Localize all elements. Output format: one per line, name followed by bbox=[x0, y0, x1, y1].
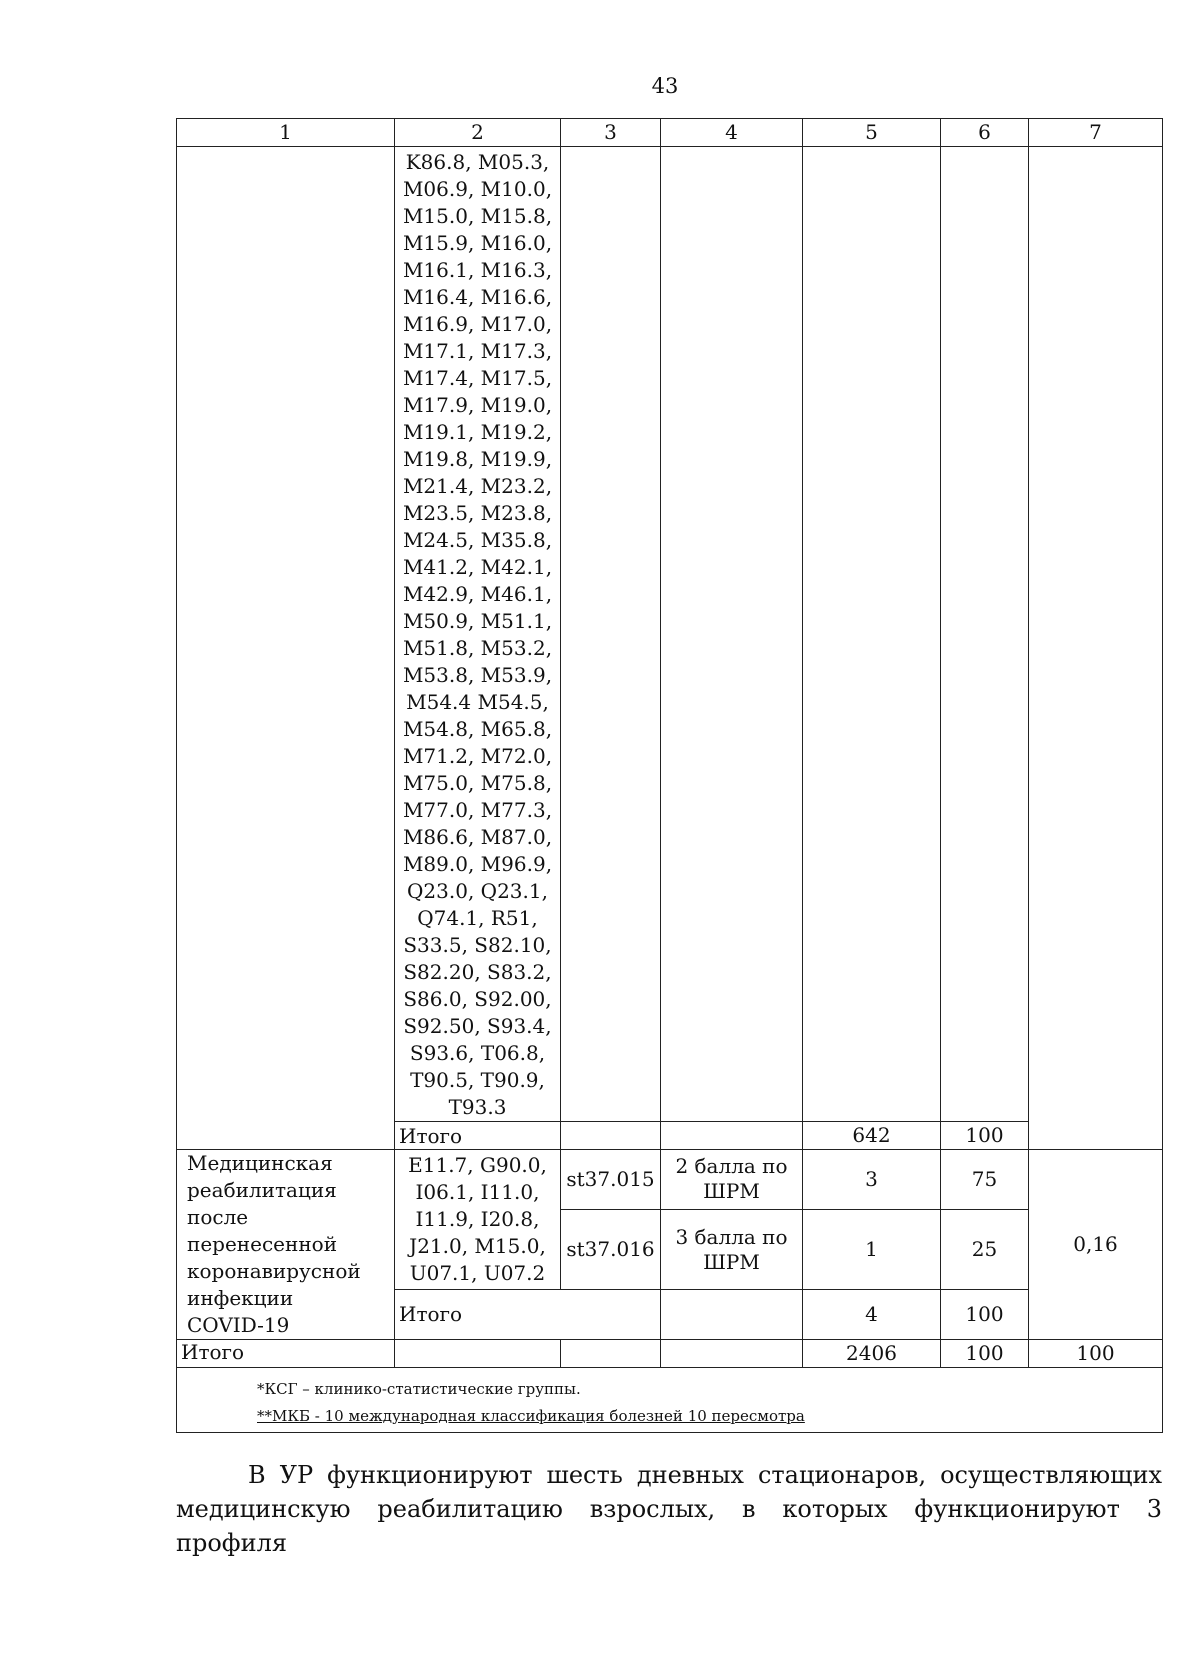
footnote-ksg: *КСГ – клинико-статистические группы. bbox=[257, 1380, 581, 1398]
footnote-mkb: **МКБ - 10 международная классификация болезней 10 пересмотра bbox=[257, 1407, 805, 1425]
share-cell: 0,16 bbox=[1029, 1150, 1163, 1340]
grand-total-percent: 100 bbox=[941, 1340, 1029, 1368]
header-cell-7: 7 bbox=[1029, 119, 1163, 147]
subtotal-ksg-empty bbox=[561, 1122, 661, 1150]
count-cell: 1 bbox=[803, 1209, 941, 1289]
header-row bbox=[177, 119, 1163, 147]
header-cell-5: 5 bbox=[803, 119, 941, 147]
statistics-table-container bbox=[176, 118, 1162, 1433]
grand-total-codes-empty bbox=[395, 1340, 561, 1368]
table-row bbox=[177, 147, 1163, 1122]
subtotal-count: 4 bbox=[803, 1290, 941, 1340]
diagnosis-codes-cell: K86.8, M05.3, M06.9, M10.0, M15.0, M15.8, M15.9, M16.0, M16.1, M16.3, M16.4, M16.6, M16.9, M17.0, M17.1, M17.3, M17.4, M17.5, M17.9, M19.0, M19.1, M19.2, M19.8, M19.9, M21.4, M23.2, M23.5, M23.8, M24.5, M35.8, M41.2, M42.1, M42.9, M46.1, M50.9, M51.1, M51.8, M53.2, M53.8, M53.9, M54.4 M54.5, M54.8, M65.8, M71.2, M72.0, M75.0, M75.8, M77.0, M77.3, M86.6, M87.0, M89.0, M96.9, Q23.0, Q23.1, Q74.1, R51, S33.5, S82.10, S82.20, S83.2, S86.0, S92.00, S92.50, S93.4, S93.6, T06.8, T90.5, T90.9, T93.3 bbox=[395, 147, 561, 1122]
score-cell-empty bbox=[661, 147, 803, 1122]
body-paragraph: В УР функционируют шесть дневных стационаров, осуществляющих медицинскую реабилитацию взрослых, в которых функционируют 3 профиля bbox=[176, 1461, 1162, 1557]
footnotes-cell bbox=[177, 1368, 1163, 1433]
header-cell-3: 3 bbox=[561, 119, 661, 147]
ksg-cell-empty bbox=[561, 147, 661, 1122]
grand-total-score-empty bbox=[661, 1340, 803, 1368]
subtotal-score-empty bbox=[661, 1122, 803, 1150]
statistics-table bbox=[176, 118, 1163, 1433]
profile-cell-continued bbox=[177, 147, 395, 1150]
page-number: 43 bbox=[651, 74, 679, 98]
grand-total-share: 100 bbox=[1029, 1340, 1163, 1368]
grand-total-count: 2406 bbox=[803, 1340, 941, 1368]
score-cell: 3 балла по ШРМ bbox=[661, 1209, 803, 1289]
ksg-cell: st37.015 bbox=[561, 1150, 661, 1210]
subtotal-percent: 100 bbox=[941, 1122, 1029, 1150]
share-cell-empty bbox=[1029, 147, 1163, 1150]
count-cell-empty bbox=[803, 147, 941, 1122]
grand-total-ksg-empty bbox=[561, 1340, 661, 1368]
subtotal-label: Итого bbox=[395, 1290, 661, 1340]
grand-total-label: Итого bbox=[177, 1340, 395, 1368]
header-cell-1: 1 bbox=[177, 119, 395, 147]
count-cell: 3 bbox=[803, 1150, 941, 1210]
subtotal-count: 642 bbox=[803, 1122, 941, 1150]
header-cell-6: 6 bbox=[941, 119, 1029, 147]
score-cell: 2 балла по ШРМ bbox=[661, 1150, 803, 1210]
profile-cell-covid: Медицинская реабилитация после перенесенной коронавирусной инфекции COVID-19 bbox=[177, 1150, 395, 1340]
percent-cell-empty bbox=[941, 147, 1029, 1122]
covid-codes-cell: E11.7, G90.0, I06.1, I11.0, I11.9, I20.8, J21.0, M15.0, U07.1, U07.2 bbox=[395, 1150, 561, 1290]
footnotes-row bbox=[177, 1368, 1163, 1433]
subtotal-score-empty bbox=[661, 1290, 803, 1340]
percent-cell: 75 bbox=[941, 1150, 1029, 1210]
subtotal-percent: 100 bbox=[941, 1290, 1029, 1340]
subtotal-label: Итого bbox=[395, 1122, 561, 1150]
grand-total-row bbox=[177, 1340, 1163, 1368]
percent-cell: 25 bbox=[941, 1209, 1029, 1289]
header-cell-4: 4 bbox=[661, 119, 803, 147]
ksg-cell: st37.016 bbox=[561, 1209, 661, 1289]
table-row bbox=[177, 1150, 1163, 1210]
header-cell-2: 2 bbox=[395, 119, 561, 147]
